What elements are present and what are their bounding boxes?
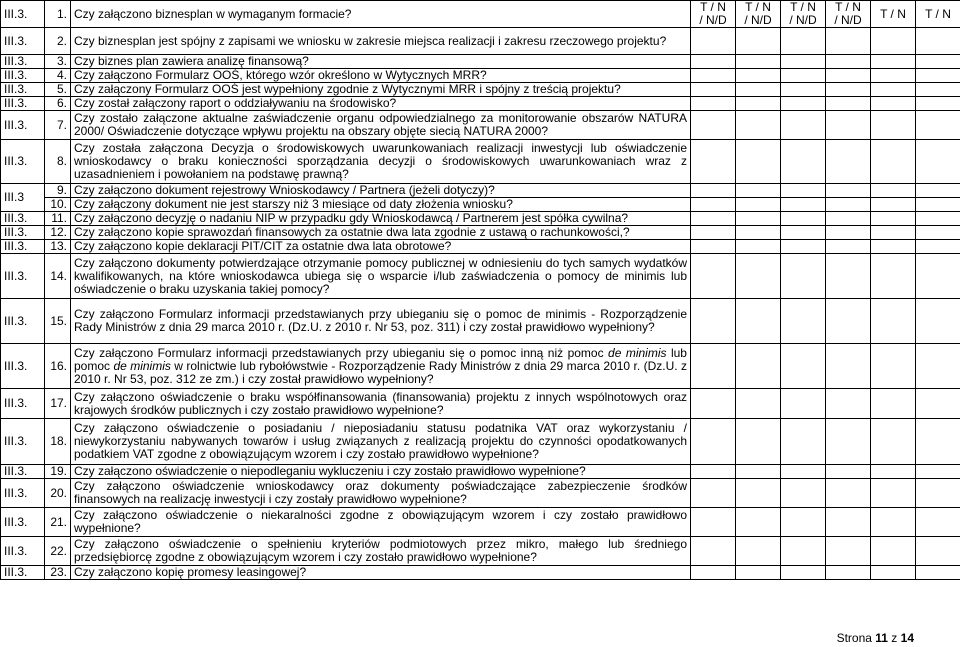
page-label: Strona (836, 631, 872, 645)
row-section: III.3. (1, 69, 45, 83)
page-current: 11 (875, 631, 888, 645)
answer-cell[interactable] (871, 83, 916, 97)
answer-cell[interactable] (781, 140, 826, 184)
answer-header-yn: T / N (916, 1, 960, 28)
question-part: lub pomoc (74, 345, 687, 373)
table-row (1, 389, 960, 419)
answer-cell[interactable] (691, 479, 736, 508)
answer-cell[interactable] (871, 389, 916, 419)
row-question: Czy załączono decyzję o nadaniu NIP w przypadku gdy Wnioskodawcą / Partnerem jest spółka cywilna? (71, 212, 691, 226)
answer-cell[interactable] (871, 226, 916, 240)
answer-cell[interactable] (916, 537, 960, 566)
answer-cell[interactable] (826, 508, 871, 537)
answer-cell[interactable] (871, 537, 916, 566)
row-section: III.3. (1, 83, 45, 97)
row-question: Czy załączono oświadczenie wnioskodawcy oraz dokumenty poświadczające zabezpieczenie środków finansowych na realizację inwestycji i czy zostały prawidłowo wypełnione? (71, 479, 691, 508)
answer-cell[interactable] (781, 537, 826, 566)
answer-cell[interactable] (916, 240, 960, 254)
row-section: III.3. (1, 1, 45, 28)
row-question: Czy została załączona Decyzja o środowiskowych uwarunkowaniach realizacji inwestycji lub oświadczenie wnioskodawcy o braku konieczności sporządzania decyzji o środowiskowych uwarunkowaniach wraz z uzasadnieniem i powołaniem na podstawę prawną? (71, 140, 691, 184)
answer-cell[interactable] (826, 69, 871, 83)
answer-cell[interactable] (691, 508, 736, 537)
row-number: 6. (45, 97, 71, 111)
answer-cell[interactable] (736, 83, 781, 97)
answer-cell[interactable] (736, 240, 781, 254)
answer-cell[interactable] (781, 389, 826, 419)
row-number: 2. (45, 28, 71, 55)
row-number: 23. (45, 566, 71, 580)
answer-cell[interactable] (871, 566, 916, 580)
answer-cell[interactable] (916, 226, 960, 240)
answer-cell[interactable] (736, 28, 781, 55)
row-number: 5. (45, 83, 71, 97)
answer-cell[interactable] (826, 344, 871, 389)
answer-cell[interactable] (916, 479, 960, 508)
row-number: 19. (45, 465, 71, 479)
answer-cell[interactable] (871, 419, 916, 465)
row-number: 18. (45, 419, 71, 465)
answer-header-yn-nd: T / N / N/D (691, 1, 736, 28)
answer-header-yn-nd: T / N / N/D (781, 1, 826, 28)
row-section: III.3. (1, 111, 45, 140)
answer-cell[interactable] (826, 28, 871, 55)
answer-cell[interactable] (916, 212, 960, 226)
page-separator: z (891, 631, 898, 645)
answer-cell[interactable] (871, 299, 916, 344)
answer-cell[interactable] (826, 184, 871, 198)
answer-cell[interactable] (871, 465, 916, 479)
row-section: III.3. (1, 55, 45, 69)
row-section: III.3. (1, 97, 45, 111)
answer-cell[interactable] (736, 419, 781, 465)
table-row (1, 226, 960, 240)
row-question: Czy załączono kopie deklaracji PIT/CIT za ostatnie dwa lata obrotowe? (71, 240, 691, 254)
row-section: III.3. (1, 537, 45, 566)
answer-cell[interactable] (826, 479, 871, 508)
row-number: 3. (45, 55, 71, 69)
answer-cell[interactable] (916, 465, 960, 479)
answer-cell[interactable] (826, 212, 871, 226)
table-row (1, 465, 960, 479)
answer-cell[interactable] (916, 344, 960, 389)
answer-cell[interactable] (781, 184, 826, 198)
answer-cell[interactable] (916, 198, 960, 212)
answer-cell[interactable] (916, 28, 960, 55)
answer-cell[interactable] (916, 566, 960, 580)
answer-cell[interactable] (871, 69, 916, 83)
answer-cell[interactable] (781, 97, 826, 111)
answer-header-yn: T / N (871, 1, 916, 28)
answer-cell[interactable] (871, 508, 916, 537)
question-italic-part: de minimis (608, 345, 667, 360)
answer-cell[interactable] (916, 254, 960, 299)
answer-cell[interactable] (691, 69, 736, 83)
answer-cell[interactable] (781, 566, 826, 580)
answer-cell[interactable] (736, 111, 781, 140)
answer-cell[interactable] (826, 566, 871, 580)
answer-cell[interactable] (691, 97, 736, 111)
answer-cell[interactable] (736, 198, 781, 212)
row-section: III.3. (1, 28, 45, 55)
row-section: III.3. (1, 479, 45, 508)
row-number: 11. (45, 212, 71, 226)
answer-cell[interactable] (871, 28, 916, 55)
answer-cell[interactable] (736, 344, 781, 389)
answer-cell[interactable] (826, 419, 871, 465)
answer-cell[interactable] (736, 254, 781, 299)
table-row (1, 212, 960, 226)
row-number: 15. (45, 299, 71, 344)
answer-cell[interactable] (871, 240, 916, 254)
question-part: Czy załączono Formularz informacji przedstawianych przy ubieganiu się o pomoc inną niż pomoc (74, 345, 609, 360)
answer-cell[interactable] (871, 184, 916, 198)
table-row (1, 140, 960, 184)
row-section: III.3. (1, 226, 45, 240)
table-row (1, 508, 960, 537)
answer-cell[interactable] (691, 212, 736, 226)
table-row (1, 299, 960, 344)
answer-cell[interactable] (691, 198, 736, 212)
answer-cell[interactable] (826, 465, 871, 479)
answer-cell[interactable] (826, 254, 871, 299)
row-question: Czy załączono biznesplan w wymaganym formacie? (71, 1, 691, 28)
table-row (1, 97, 960, 111)
answer-cell[interactable] (781, 198, 826, 212)
answer-cell[interactable] (781, 419, 826, 465)
answer-cell[interactable] (916, 69, 960, 83)
answer-cell[interactable] (691, 419, 736, 465)
table-row (1, 566, 960, 580)
answer-header-yn-nd: T / N / N/D (826, 1, 871, 28)
row-number: 4. (45, 69, 71, 83)
answer-cell[interactable] (916, 83, 960, 97)
answer-cell[interactable] (691, 344, 736, 389)
row-question: Czy załączono oświadczenie o posiadaniu / nieposiadaniu statusu podatnika VAT oraz wykorzystaniu / niewykorzystaniu nabywanych towarów i usług związanych z realizacją projektu do czynności opodatkowanych podatkiem VAT zgodne z obowiązującym wzorem i czy zostało prawidłowo wypełnione? (71, 419, 691, 465)
row-number: 1. (45, 1, 71, 28)
row-question (71, 344, 691, 389)
answer-cell[interactable] (871, 111, 916, 140)
answer-cell[interactable] (736, 55, 781, 69)
answer-cell[interactable] (736, 299, 781, 344)
answer-cell[interactable] (916, 184, 960, 198)
table-row (1, 111, 960, 140)
table-row (1, 254, 960, 299)
row-section: III.3. (1, 344, 45, 389)
row-number: 9. (45, 184, 71, 198)
row-number: 7. (45, 111, 71, 140)
row-question: Czy biznes plan zawiera analizę finansową? (71, 55, 691, 69)
answer-cell[interactable] (826, 226, 871, 240)
row-question: Czy załączono kopię promesy leasingowej? (71, 566, 691, 580)
table-row (1, 184, 960, 198)
table-row (1, 537, 960, 566)
row-section: III.3. (1, 299, 45, 344)
answer-cell[interactable] (916, 299, 960, 344)
row-number: 14. (45, 254, 71, 299)
answer-cell[interactable] (826, 299, 871, 344)
row-number: 22. (45, 537, 71, 566)
answer-cell[interactable] (736, 537, 781, 566)
answer-cell[interactable] (826, 389, 871, 419)
row-section: III.3. (1, 508, 45, 537)
answer-cell[interactable] (691, 537, 736, 566)
answer-cell[interactable] (871, 212, 916, 226)
answer-cell[interactable] (691, 55, 736, 69)
answer-cell[interactable] (871, 97, 916, 111)
row-number: 20. (45, 479, 71, 508)
answer-cell[interactable] (736, 97, 781, 111)
row-section: III.3. (1, 212, 45, 226)
answer-cell[interactable] (826, 111, 871, 140)
answer-cell[interactable] (691, 28, 736, 55)
row-question: Czy załączono oświadczenie o niepodleganiu wykluczeniu i czy zostało prawidłowo wypełnione? (71, 465, 691, 479)
row-question: Czy załączono oświadczenie o niekaralności zgodne z obowiązującym wzorem i czy zostało prawidłowo wypełnione? (71, 508, 691, 537)
row-question: Czy załączono Formularz informacji przedstawianych przy ubieganiu się o pomoc de minimis - Rozporządzenie Rady Ministrów z dnia 29 marca 2010 r. (Dz.U. z 2010 r. Nr 53, poz. 311) i czy został prawidłowo wypełniony? (71, 299, 691, 344)
row-section: III.3. (1, 389, 45, 419)
row-number: 8. (45, 140, 71, 184)
table-row (1, 240, 960, 254)
question-italic-part: de minimis (113, 358, 171, 373)
answer-cell[interactable] (691, 140, 736, 184)
row-question: Czy biznesplan jest spójny z zapisami we wniosku w zakresie miejsca realizacji i zakresu rzeczowego projektu? (71, 28, 691, 55)
answer-cell[interactable] (916, 97, 960, 111)
answer-cell[interactable] (781, 111, 826, 140)
answer-cell[interactable] (781, 299, 826, 344)
answer-cell[interactable] (781, 465, 826, 479)
page-footer (837, 631, 914, 645)
table-row (1, 69, 960, 83)
row-section: III.3. (1, 419, 45, 465)
table-row (1, 55, 960, 69)
answer-cell[interactable] (916, 389, 960, 419)
answer-cell[interactable] (871, 479, 916, 508)
table-row (1, 198, 960, 212)
answer-cell[interactable] (691, 254, 736, 299)
answer-cell[interactable] (736, 184, 781, 198)
page-total: 14 (900, 631, 914, 645)
answer-cell[interactable] (736, 140, 781, 184)
answer-cell[interactable] (781, 83, 826, 97)
answer-cell[interactable] (691, 111, 736, 140)
answer-cell[interactable] (781, 69, 826, 83)
answer-cell[interactable] (781, 28, 826, 55)
answer-cell[interactable] (736, 508, 781, 537)
row-question: Czy załączono dokument rejestrowy Wnioskodawcy / Partnera (jeżeli dotyczy)? (71, 184, 691, 198)
row-number: 21. (45, 508, 71, 537)
row-question: Czy został załączony raport o oddziaływaniu na środowisko? (71, 97, 691, 111)
row-number: 13. (45, 240, 71, 254)
answer-cell[interactable] (871, 198, 916, 212)
answer-cell[interactable] (781, 55, 826, 69)
row-section: III.3 (1, 184, 45, 212)
row-section: III.3. (1, 140, 45, 184)
row-number: 10. (45, 198, 71, 212)
answer-cell[interactable] (781, 344, 826, 389)
answer-cell[interactable] (736, 212, 781, 226)
answer-cell[interactable] (826, 140, 871, 184)
answer-cell[interactable] (871, 254, 916, 299)
row-section: III.3. (1, 465, 45, 479)
answer-cell[interactable] (691, 226, 736, 240)
table-row (1, 344, 960, 389)
row-question: Czy zostało załączone aktualne zaświadczenie organu odpowiedzialnego za monitorowanie obszarów NATURA 2000/ Oświadczenie dotyczące wpływu projektu na obszary objęte siecią NATURA 2000? (71, 111, 691, 140)
row-number: 16. (45, 344, 71, 389)
row-number: 12. (45, 226, 71, 240)
row-question: Czy załączony dokument nie jest starszy niż 3 miesiące od daty złożenia wniosku? (71, 198, 691, 212)
row-question: Czy załączono kopie sprawozdań finansowych za ostatnie dwa lata zgodnie z ustawą o rachunkowości,? (71, 226, 691, 240)
answer-cell[interactable] (826, 198, 871, 212)
answer-cell[interactable] (916, 419, 960, 465)
row-section: III.3. (1, 254, 45, 299)
table-row (1, 83, 960, 97)
answer-cell[interactable] (826, 240, 871, 254)
answer-cell[interactable] (736, 566, 781, 580)
answer-cell[interactable] (781, 212, 826, 226)
row-section: III.3. (1, 240, 45, 254)
row-question: Czy załączono Formularz OOŚ, którego wzór określono w Wytycznych MRR? (71, 69, 691, 83)
row-section: III.3. (1, 566, 45, 580)
answer-cell[interactable] (691, 184, 736, 198)
checklist-body (1, 1, 960, 580)
answer-cell[interactable] (916, 140, 960, 184)
answer-cell[interactable] (691, 240, 736, 254)
answer-cell[interactable] (736, 69, 781, 83)
answer-cell[interactable] (781, 226, 826, 240)
answer-cell[interactable] (871, 344, 916, 389)
answer-cell[interactable] (691, 389, 736, 419)
answer-cell[interactable] (916, 55, 960, 69)
table-row (1, 28, 960, 55)
answer-cell[interactable] (916, 508, 960, 537)
question-part: w rolnictwie lub rybołówstwie - Rozporządzenie Rady Ministrów z dnia 29 marca 2010 r. (Dz.U. z 2010 r. Nr 53, poz. 312 ze zm.) i czy został prawidłowo wypełniony? (74, 358, 687, 386)
row-question: Czy załączono oświadczenie o braku współfinansowania (finansowania) projektu z innych wspólnotowych oraz krajowych środków publicznych i czy zostało prawidłowo wypełnione? (71, 389, 691, 419)
row-question: Czy załączono dokumenty potwierdzające otrzymanie pomocy publicznej w odniesieniu do tych samych wydatków kwalifikowanych, na które wnioskodawca ubiega się o wsparcie i/lub zaświadczenia o pomocy de minimis lub oświadczenie o braku uzyskania takiej pomocy? (71, 254, 691, 299)
row-question: Czy załączony Formularz OOŚ jest wypełniony zgodnie z Wytycznymi MRR i spójny z treścią projektu? (71, 83, 691, 97)
answer-cell[interactable] (826, 83, 871, 97)
table-row (1, 419, 960, 465)
answer-cell[interactable] (736, 389, 781, 419)
answer-cell[interactable] (736, 465, 781, 479)
answer-header-yn-nd: T / N / N/D (736, 1, 781, 28)
answer-cell[interactable] (781, 508, 826, 537)
answer-cell[interactable] (691, 465, 736, 479)
answer-cell[interactable] (826, 97, 871, 111)
table-row (1, 479, 960, 508)
answer-cell[interactable] (826, 55, 871, 69)
answer-cell[interactable] (826, 537, 871, 566)
table-row (1, 1, 960, 28)
answer-cell[interactable] (691, 566, 736, 580)
answer-cell[interactable] (781, 479, 826, 508)
answer-cell[interactable] (871, 55, 916, 69)
answer-cell[interactable] (781, 240, 826, 254)
answer-cell[interactable] (736, 226, 781, 240)
row-question: Czy załączono oświadczenie o spełnieniu kryteriów podmiotowych przez mikro, małego lub średniego przedsiębiorcę zgodne z obowiązującym wzorem i czy zostało prawidłowo wypełnione? (71, 537, 691, 566)
answer-cell[interactable] (781, 254, 826, 299)
answer-cell[interactable] (736, 479, 781, 508)
answer-cell[interactable] (916, 111, 960, 140)
row-number: 17. (45, 389, 71, 419)
answer-cell[interactable] (691, 299, 736, 344)
answer-cell[interactable] (691, 83, 736, 97)
answer-cell[interactable] (871, 140, 916, 184)
